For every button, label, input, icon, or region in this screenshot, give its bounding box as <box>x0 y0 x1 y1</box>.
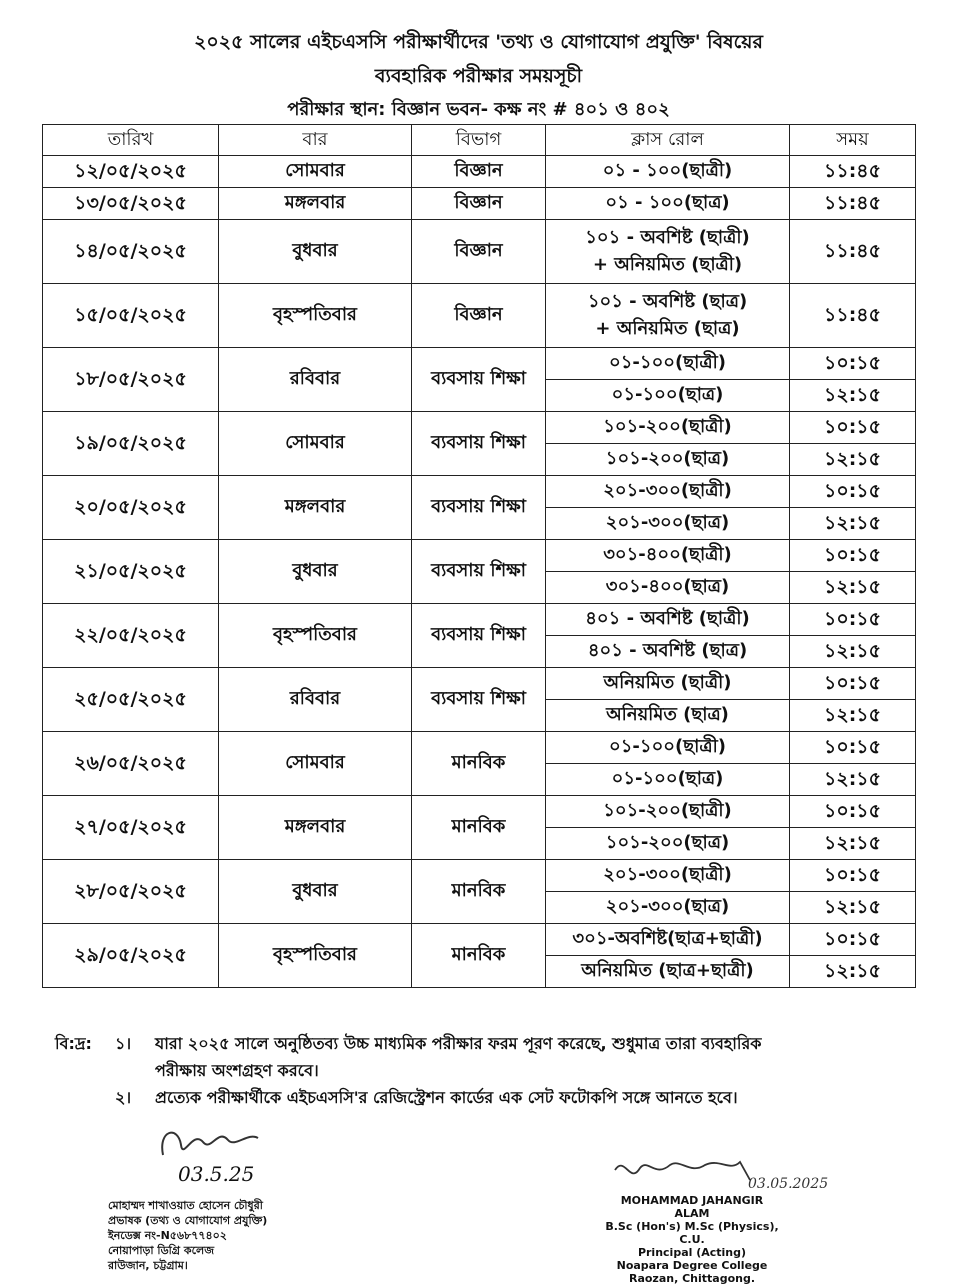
table-row <box>43 476 916 508</box>
time-cell: ১০:১৫ <box>790 732 916 764</box>
day-cell: বৃহস্পতিবার <box>219 284 412 348</box>
department-cell: ব্যবসায় শিক্ষা <box>412 412 546 476</box>
class-roll-cell <box>546 476 790 508</box>
class-roll-cell <box>546 444 790 476</box>
day-cell: সোমবার <box>219 412 412 476</box>
day-cell: মঙ্গলবার <box>219 476 412 540</box>
time-cell: ১১:৪৫ <box>790 188 916 220</box>
class-roll-cell <box>546 412 790 444</box>
signatory-right-designation: Principal (Acting) <box>637 1246 747 1259</box>
department-cell: ব্যবসায় শিক্ষা <box>412 668 546 732</box>
class-roll-text-extra: + অনিয়মিত (ছাত্র) <box>595 317 740 339</box>
department-cell: বিজ্ঞান <box>412 284 546 348</box>
class-roll-cell <box>546 572 790 604</box>
note-2-text: প্রত্যেক পরীক্ষার্থীকে এইচএসসি'র রেজিস্ট্রেশন কার্ডের এক সেট ফটোকপি সঙ্গে আনতে হবে। <box>155 1088 738 1107</box>
notes-section <box>55 1030 915 1111</box>
date-cell: ২৬/০৫/২০২৫ <box>43 732 219 796</box>
department-cell: ব্যবসায় শিক্ষা <box>412 604 546 668</box>
department-cell: বিজ্ঞান <box>412 156 546 188</box>
class-roll-text: ০১-১০০(ছাত্রী) <box>609 736 726 758</box>
time-cell: ১০:১৫ <box>790 668 916 700</box>
time-cell: ১০:১৫ <box>790 604 916 636</box>
class-roll-text: ৩০১-৪০০(ছাত্রী) <box>603 544 732 566</box>
class-roll-text: ০১-১০০(ছাত্র) <box>611 768 724 790</box>
column-header-date: তারিখ <box>43 125 219 156</box>
table-row <box>43 220 916 284</box>
date-cell: ২০/০৫/২০২৫ <box>43 476 219 540</box>
time-cell: ১০:১৫ <box>790 540 916 572</box>
time-cell: ১২:১৫ <box>790 892 916 924</box>
department-cell: ব্যবসায় শিক্ষা <box>412 476 546 540</box>
document-title: ২০২৫ সালের এইচএসসি পরীক্ষার্থীদের 'তথ্য ও যোগাযোগ প্রযুক্তি' বিষয়ের <box>194 31 763 53</box>
date-cell: ১৫/০৫/২০২৫ <box>43 284 219 348</box>
column-header-class-roll: ক্লাস রোল <box>546 125 790 156</box>
time-cell: ১২:১৫ <box>790 572 916 604</box>
time-cell: ১২:১৫ <box>790 828 916 860</box>
class-roll-cell <box>546 892 790 924</box>
class-roll-text: ৪০১ - অবশিষ্ট (ছাত্র) <box>587 640 748 662</box>
class-roll-cell <box>546 348 790 380</box>
class-roll-cell <box>546 828 790 860</box>
department-cell: বিজ্ঞান <box>412 188 546 220</box>
class-roll-text: ০১-১০০(ছাত্র) <box>611 384 724 406</box>
day-cell: বৃহস্পতিবার <box>219 924 412 988</box>
date-cell: ২৫/০৫/২০২৫ <box>43 668 219 732</box>
class-roll-cell <box>546 668 790 700</box>
class-roll-cell <box>546 860 790 892</box>
signature-left-date: 03.5.25 <box>178 1162 255 1186</box>
exam-venue: পরীক্ষার স্থান: বিজ্ঞান ভবন- কক্ষ নং # ৪০১ ও ৪০২ <box>287 99 670 120</box>
table-row <box>43 156 916 188</box>
class-roll-text: ১০১ - অবশিষ্ট (ছাত্রী) <box>585 226 750 248</box>
class-roll-text: ২০১-৩০০(ছাত্র) <box>605 512 730 534</box>
class-roll-cell <box>546 220 790 284</box>
time-cell: ১২:১৫ <box>790 508 916 540</box>
date-cell: ২৯/০৫/২০২৫ <box>43 924 219 988</box>
date-cell: ১৩/০৫/২০২৫ <box>43 188 219 220</box>
note-2-number: ২। <box>115 1088 132 1107</box>
day-cell: বুধবার <box>219 540 412 604</box>
table-header-row <box>43 125 916 156</box>
document-subtitle: ব্যবহারিক পরীক্ষার সময়সূচী <box>374 65 583 87</box>
class-roll-text: অনিয়মিত (ছাত্র) <box>606 704 729 726</box>
table-row <box>43 604 916 636</box>
department-cell: মানবিক <box>412 924 546 988</box>
signature-scribble-right <box>610 1150 829 1200</box>
time-cell: ১০:১৫ <box>790 348 916 380</box>
class-roll-text: ২০১-৩০০(ছাত্র) <box>605 896 730 918</box>
class-roll-text: ৪০১ - অবশিষ্ট (ছাত্রী) <box>585 608 750 630</box>
department-cell: ব্যবসায় শিক্ষা <box>412 540 546 604</box>
class-roll-cell <box>546 796 790 828</box>
column-header-day: বার <box>219 125 412 156</box>
class-roll-cell <box>546 284 790 348</box>
class-roll-text: ০১-১০০(ছাত্রী) <box>609 352 726 374</box>
date-cell: ২৭/০৫/২০২৫ <box>43 796 219 860</box>
notes-label: বি:দ্র: <box>55 1034 92 1053</box>
table-row <box>43 668 916 700</box>
signatory-right-location: Raozan, Chittagong. <box>628 1272 756 1285</box>
class-roll-cell <box>546 924 790 956</box>
class-roll-cell <box>546 700 790 732</box>
class-roll-text: ৩০১-৪০০(ছাত্র) <box>605 576 730 598</box>
signatory-right-name: MOHAMMAD JAHANGIR ALAM <box>620 1194 764 1220</box>
date-cell: ১৮/০৫/২০২৫ <box>43 348 219 412</box>
department-cell: মানবিক <box>412 732 546 796</box>
class-roll-text: ৩০১-অবশিষ্ট(ছাত্র+ছাত্রী) <box>572 928 763 950</box>
date-cell: ১২/০৫/২০২৫ <box>43 156 219 188</box>
table-row <box>43 540 916 572</box>
class-roll-text: ২০১-৩০০(ছাত্রী) <box>603 480 732 502</box>
time-cell: ১২:১৫ <box>790 444 916 476</box>
note-1-text: যারা ২০২৫ সালে অনুষ্ঠিতব্য উচ্চ মাধ্যমিক পরীক্ষার ফরম পূরণ করেছে, শুধুমাত্র তারা ব্যবহারিক <box>155 1034 762 1053</box>
time-cell: ১০:১৫ <box>790 412 916 444</box>
time-cell: ১০:১৫ <box>790 924 916 956</box>
class-roll-text: ১০১-২০০(ছাত্রী) <box>603 416 732 438</box>
signatory-left-college: নোয়াপাড়া ডিগ্রি কলেজ <box>108 1244 215 1257</box>
class-roll-text: ১০১-২০০(ছাত্রী) <box>603 800 732 822</box>
day-cell: বৃহস্পতিবার <box>219 604 412 668</box>
class-roll-text: অনিয়মিত (ছাত্রী) <box>603 672 732 694</box>
day-cell: মঙ্গলবার <box>219 188 412 220</box>
table-row <box>43 412 916 444</box>
department-cell: ব্যবসায় শিক্ষা <box>412 348 546 412</box>
class-roll-cell <box>546 604 790 636</box>
class-roll-cell <box>546 764 790 796</box>
department-cell: মানবিক <box>412 796 546 860</box>
class-roll-cell <box>546 380 790 412</box>
time-cell: ১০:১৫ <box>790 860 916 892</box>
day-cell: মঙ্গলবার <box>219 796 412 860</box>
date-cell: ২২/০৫/২০২৫ <box>43 604 219 668</box>
signatory-right-college: Noapara Degree College <box>616 1259 768 1272</box>
table-row <box>43 188 916 220</box>
time-cell: ১২:১৫ <box>790 764 916 796</box>
time-cell: ১০:১৫ <box>790 796 916 828</box>
class-roll-text: ০১ - ১০০(ছাত্র) <box>605 192 730 214</box>
time-cell: ১০:১৫ <box>790 476 916 508</box>
class-roll-cell <box>546 156 790 188</box>
time-cell: ১২:১৫ <box>790 380 916 412</box>
day-cell: রবিবার <box>219 668 412 732</box>
class-roll-text: ২০১-৩০০(ছাত্রী) <box>603 864 732 886</box>
class-roll-text: ১০১ - অবশিষ্ট (ছাত্র) <box>587 290 748 312</box>
table-row <box>43 348 916 380</box>
date-cell: ২৮/০৫/২০২৫ <box>43 860 219 924</box>
day-cell: সোমবার <box>219 732 412 796</box>
department-cell: বিজ্ঞান <box>412 220 546 284</box>
signatory-left-name: মোহাম্মদ শাখাওয়াত হোসেন চৌধুরী <box>108 1199 263 1212</box>
column-header-time: সময় <box>790 125 916 156</box>
schedule-table <box>42 124 916 988</box>
department-cell: মানবিক <box>412 860 546 924</box>
class-roll-cell <box>546 540 790 572</box>
date-cell: ১৪/০৫/২০২৫ <box>43 220 219 284</box>
table-row <box>43 860 916 892</box>
class-roll-cell <box>546 956 790 988</box>
table-row <box>43 924 916 956</box>
class-roll-cell <box>546 508 790 540</box>
class-roll-text: অনিয়মিত (ছাত্র+ছাত্রী) <box>581 960 754 982</box>
signature-right-date: 03.05.2025 <box>748 1176 829 1192</box>
class-roll-text: ১০১-২০০(ছাত্র) <box>605 448 730 470</box>
class-roll-text-extra: + অনিয়মিত (ছাত্রী) <box>592 253 743 275</box>
class-roll-text: ০১ - ১০০(ছাত্রী) <box>602 160 733 182</box>
class-roll-text: ১০১-২০০(ছাত্র) <box>605 832 730 854</box>
day-cell: সোমবার <box>219 156 412 188</box>
time-cell: ১১:৪৫ <box>790 284 916 348</box>
time-cell: ১২:১৫ <box>790 636 916 668</box>
date-cell: ১৯/০৫/২০২৫ <box>43 412 219 476</box>
table-row <box>43 284 916 348</box>
signatory-left-location: রাউজান, চট্টগ্রাম। <box>108 1259 188 1272</box>
note-1-text-continued: পরীক্ষায় অংশগ্রহণ করবে। <box>155 1061 319 1080</box>
day-cell: বুধবার <box>219 220 412 284</box>
class-roll-cell <box>546 636 790 668</box>
time-cell: ১১:৪৫ <box>790 220 916 284</box>
signatory-left-index: ইনডেক্স নং-N৫৬৮৭৭৪০২ <box>108 1229 227 1242</box>
signatory-right-degree: B.Sc (Hon's) M.Sc (Physics), C.U. <box>605 1220 779 1246</box>
time-cell: ১২:১৫ <box>790 700 916 732</box>
time-cell: ১২:১৫ <box>790 956 916 988</box>
schedule-body <box>43 156 916 988</box>
day-cell: বুধবার <box>219 860 412 924</box>
date-cell: ২১/০৫/২০২৫ <box>43 540 219 604</box>
class-roll-cell <box>546 732 790 764</box>
signatory-left-designation: প্রভাষক (তথ্য ও যোগাযোগ প্রযুক্তি) <box>108 1214 268 1227</box>
table-row <box>43 732 916 764</box>
note-1-number: ১। <box>115 1034 132 1053</box>
time-cell: ১১:৪৫ <box>790 156 916 188</box>
class-roll-cell <box>546 188 790 220</box>
day-cell: রবিবার <box>219 348 412 412</box>
column-header-department: বিভাগ <box>412 125 546 156</box>
table-row <box>43 796 916 828</box>
